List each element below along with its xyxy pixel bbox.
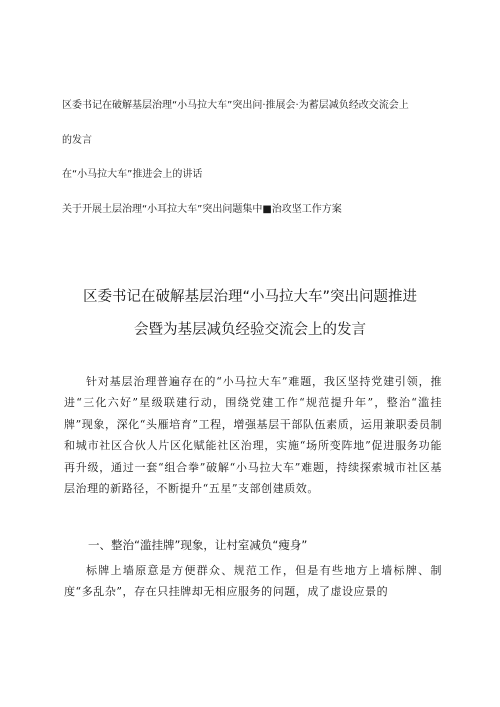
article-title-line: 区委书记在破解基层治理“小马拉大车”突出问题推进 bbox=[82, 289, 418, 305]
table-of-contents bbox=[62, 98, 462, 237]
intro-paragraph: 针对基层治理普遍存在的“小马拉大车”难题，我区坚持党建引领，推进“三化六好”星级联建行动，围绕党建工作“规范提升年”，整治“滥挂牌”现象，深化“头雁培育”工程，增强基层干部队伍素质，运用兼职委员制和城市社区合伙人片区化赋能社区治理，实施“场所变阵地”促进服务功能再升级，通过一套“组合拳”破解“小马拉大车”难题，持续探索城市社区基层治理的新路径，不断提升“五星”支部创建质效。 bbox=[64, 375, 442, 496]
toc-entry[interactable] bbox=[62, 202, 462, 218]
toc-entry[interactable] bbox=[62, 98, 462, 149]
toc-entry-line: 的发言 bbox=[62, 135, 92, 146]
section-heading: 一、整治“滥挂牌”现象，让村室减负“瘦身” bbox=[88, 538, 308, 552]
article-title bbox=[0, 281, 500, 347]
article-title-line: 会暨为基层减负经验交流会上的发言 bbox=[134, 322, 366, 338]
toc-entry[interactable] bbox=[62, 167, 462, 183]
toc-entry-line: 关于开展土层治理“小耳拉大车”突出问题集中■治攻坚工作方案 bbox=[62, 204, 342, 215]
toc-entry-line: 区委书记在破解基层治理“小马拉大车”突出问·推展会·为蓄层减负经改交流会上 bbox=[62, 100, 409, 111]
toc-entry-line: 在“小马拉大车”推进会上的讲话 bbox=[62, 169, 203, 180]
section-paragraph: 标牌上墙原意是方便群众、规范工作，但是有些地方上墙标牌、制度“多乱杂”，存在只挂牌却无相应服务的问题，成了虚设应景的 bbox=[64, 564, 442, 599]
